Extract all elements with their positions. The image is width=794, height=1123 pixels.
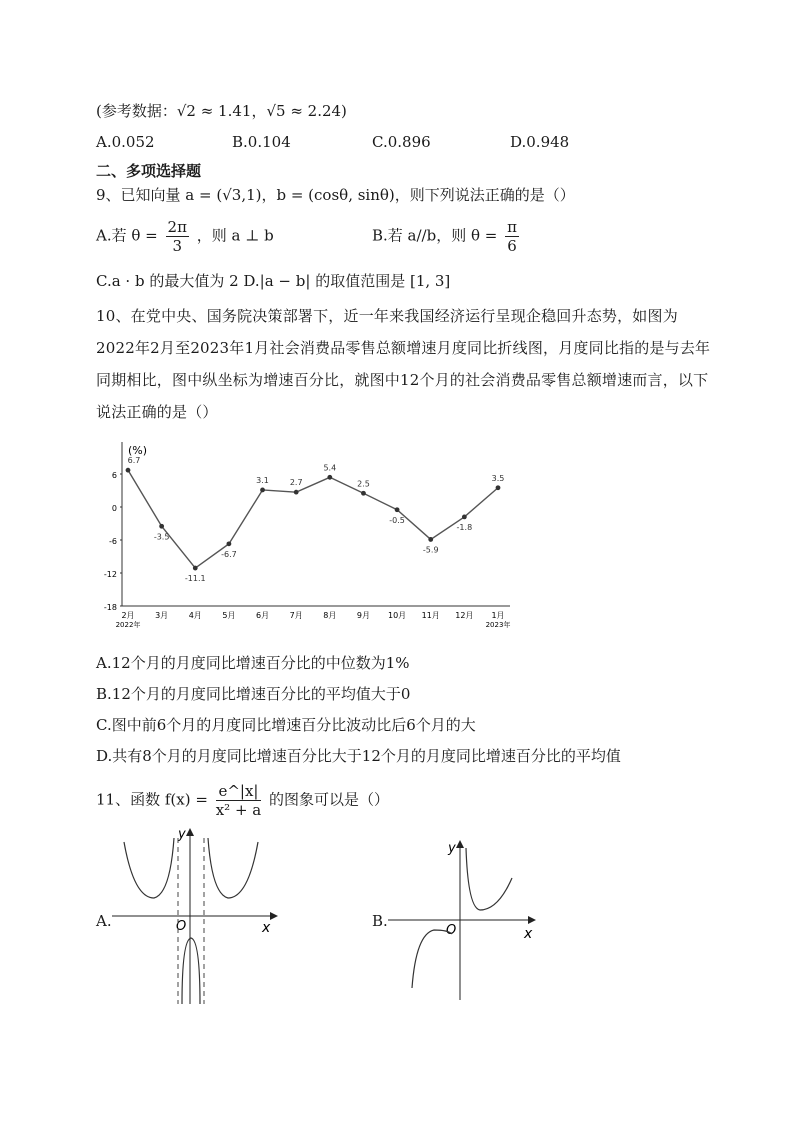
- data-point: [428, 537, 433, 542]
- q8-option-a: A.0.052: [96, 133, 155, 151]
- y-tick-label: 0: [111, 504, 117, 513]
- reference-data: (参考数据：√2 ≈ 1.41，√5 ≈ 2.24): [96, 102, 347, 120]
- fraction-numerator: 2π: [167, 218, 187, 236]
- x-tick-label: 5月: [222, 611, 236, 620]
- data-point: [395, 507, 400, 512]
- q9-stem: 9、已知向量 a = (√3,1)，b = (cosθ, sinθ)，则下列说法正确的是（）: [96, 186, 575, 204]
- q9-option-b-fraction: [505, 218, 519, 255]
- x-tick-label: 10月: [387, 611, 407, 620]
- data-label: 3.1: [256, 475, 269, 485]
- x-tick-label: 6月: [255, 611, 270, 620]
- data-label: -11.1: [184, 574, 206, 584]
- q11-fraction: [216, 782, 262, 819]
- section-title: 二、多项选择题: [96, 162, 202, 180]
- q9-option-a: [96, 218, 274, 255]
- fraction-numerator: π: [507, 218, 517, 236]
- q11-stem: [96, 782, 389, 819]
- y-axis-label: y: [178, 828, 186, 842]
- origin-label: O: [176, 919, 187, 934]
- origin-label: O: [446, 923, 457, 938]
- q9-option-cd: C.a · b 的最大值为 2 D.|a − b| 的取值范围是 [1, 3]: [96, 272, 451, 290]
- data-point: [462, 515, 467, 520]
- data-point: [126, 468, 131, 473]
- q9-option-b-prefix: B.若 a//b，则 θ =: [372, 226, 498, 245]
- year-label-start: 2022年: [115, 621, 141, 629]
- data-label: 2.5: [357, 479, 370, 489]
- data-point: [294, 490, 299, 495]
- q10-option-d: D.共有8个月的月度同比增速百分比大于12个月的月度同比增速百分比的平均值: [96, 747, 621, 765]
- data-point: [260, 488, 265, 493]
- line-chart: [100, 438, 520, 638]
- data-point: [227, 541, 232, 546]
- data-label: 3.5: [491, 473, 505, 483]
- y-tick-label: -12: [103, 570, 117, 579]
- q9-option-a-prefix: A.若 θ =: [96, 226, 158, 245]
- y-tick-label: -6: [109, 537, 117, 546]
- data-point: [361, 491, 366, 496]
- x-axis-label: x: [524, 926, 533, 942]
- data-point: [159, 524, 164, 529]
- data-label: -0.5: [389, 515, 405, 525]
- q9-option-b: [372, 218, 522, 255]
- fraction-numerator: e^|x|: [216, 782, 262, 801]
- q8-option-c: C.0.896: [372, 133, 431, 151]
- q9-option-a-suffix: ，则 a ⊥ b: [196, 226, 274, 245]
- data-point: [496, 485, 501, 490]
- graph-a: [112, 828, 282, 1004]
- data-point: [327, 475, 332, 480]
- q8-option-d: D.0.948: [510, 133, 570, 151]
- data-label: -6.7: [221, 549, 237, 559]
- x-tick-label: 8月: [323, 611, 337, 620]
- year-label-end: 2023年: [485, 621, 511, 629]
- q10-option-a: A.12个月的月度同比增速百分比的中位数为1%: [96, 654, 410, 672]
- graph-a-label: A.: [96, 912, 112, 930]
- data-label: 2.7: [289, 478, 303, 488]
- y-tick-label: 6: [111, 471, 117, 480]
- x-axis-label: x: [262, 920, 271, 936]
- data-label: -1.8: [456, 522, 473, 532]
- q11-stem-prefix: 11、函数 f(x) =: [96, 790, 208, 809]
- graph-b-label: B.: [372, 912, 388, 930]
- x-tick-label: 2月: [121, 611, 135, 620]
- fraction-denominator: x² + a: [215, 801, 262, 819]
- y-tick-label: -18: [103, 603, 117, 612]
- x-tick-label: 11月: [421, 611, 440, 620]
- q10-stem: 10、在党中央、国务院决策部署下，近一年来我国经济运行呈现企稳回升态势，如图为2022年2月至2023年1月社会消费品零售总额增速月度同比折线图，月度同比指的是与去年同期相比，图中纵坐标为增速百分比，就图中12个月的社会消费品零售总额增速而言，以下说法正确的是（）: [96, 307, 711, 421]
- q8-option-b: B.0.104: [232, 133, 291, 151]
- y-axis-title: (%): [128, 444, 148, 457]
- data-label: 5.4: [323, 463, 337, 473]
- q9-option-a-fraction: [166, 218, 189, 255]
- data-label: -5.9: [422, 545, 439, 555]
- x-tick-label: 7月: [289, 611, 303, 620]
- x-tick-label: 4月: [188, 611, 202, 620]
- data-label: 6.7: [127, 456, 141, 466]
- q11-stem-suffix: 的图象可以是（）: [269, 790, 390, 809]
- series-line: [128, 470, 498, 568]
- x-tick-label: 9月: [356, 611, 371, 620]
- graph-b: [388, 838, 538, 1004]
- x-tick-label: 1月: [491, 611, 505, 620]
- x-tick-label: 12月: [455, 611, 474, 620]
- q10-option-b: B.12个月的月度同比增速百分比的平均值大于0: [96, 685, 411, 703]
- x-tick-label: 3月: [155, 611, 169, 620]
- y-axis-label: y: [448, 841, 456, 856]
- data-point: [193, 566, 198, 571]
- fraction-denominator: 3: [172, 237, 182, 255]
- data-label: -3.5: [153, 532, 170, 542]
- fraction-denominator: 6: [507, 237, 517, 255]
- q10-option-c: C.图中前6个月的月度同比增速百分比波动比后6个月的大: [96, 716, 476, 734]
